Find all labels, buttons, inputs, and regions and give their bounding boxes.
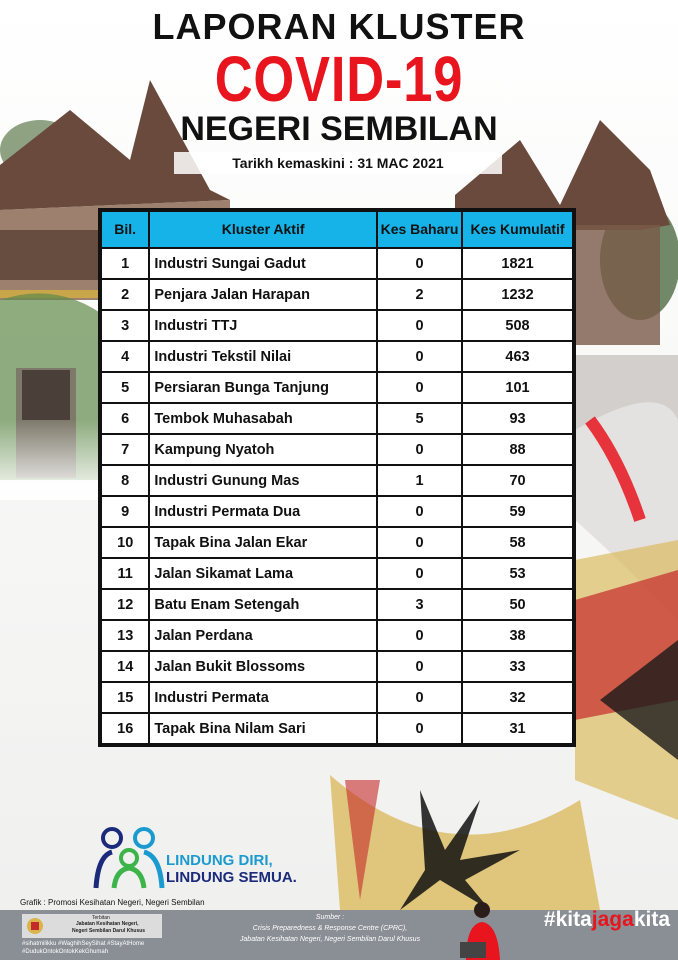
- person-laptop-icon: [458, 898, 504, 960]
- row-cluster-name: Persiaran Bunga Tanjung: [149, 372, 377, 403]
- graphic-credit: Grafik : Promosi Kesihatan Negeri, Negeri Sembilan: [20, 898, 205, 907]
- row-bil: 9: [101, 496, 149, 527]
- row-cumulative-cases: 93: [462, 403, 573, 434]
- row-cumulative-cases: 1232: [462, 279, 573, 310]
- table-row: [101, 372, 573, 403]
- row-new-cases: 0: [377, 310, 462, 341]
- row-cumulative-cases: 33: [462, 651, 573, 682]
- row-new-cases: 0: [377, 341, 462, 372]
- row-bil: 7: [101, 434, 149, 465]
- row-new-cases: 0: [377, 434, 462, 465]
- slogan: [166, 852, 297, 886]
- row-cluster-name: Jalan Perdana: [149, 620, 377, 651]
- sponsor-name-1: Jabatan Kesihatan Negeri,: [76, 921, 139, 927]
- row-bil: 16: [101, 713, 149, 744]
- row-bil: 3: [101, 310, 149, 341]
- row-new-cases: 0: [377, 651, 462, 682]
- row-cumulative-cases: 101: [462, 372, 573, 403]
- table-row: [101, 558, 573, 589]
- updated-date: Tarikh kemaskini : 31 MAC 2021: [174, 152, 502, 174]
- hashtags-line-2: #DudukOntokOntokKekGhumah: [22, 949, 109, 955]
- row-new-cases: 0: [377, 682, 462, 713]
- header-kluster: Kluster Aktif: [149, 211, 377, 248]
- cluster-table: [100, 210, 574, 745]
- row-bil: 4: [101, 341, 149, 372]
- table-row: [101, 620, 573, 651]
- source-label: Sumber :: [315, 914, 345, 921]
- table-row: [101, 682, 573, 713]
- table-row: [101, 403, 573, 434]
- table-row: [101, 713, 573, 744]
- sponsor-label: Terbitan: [92, 915, 110, 921]
- table-row: [101, 496, 573, 527]
- table-row: [101, 279, 573, 310]
- row-bil: 11: [101, 558, 149, 589]
- row-new-cases: 0: [377, 558, 462, 589]
- row-new-cases: 0: [377, 496, 462, 527]
- source-line-2: Jabatan Kesihatan Negeri, Negeri Sembilan Darul Khusus: [239, 936, 421, 943]
- title-covid: COVID-19: [214, 43, 464, 115]
- hashtags-line-1: #sihatmilikku #WaghihSeySihat #StayAtHome: [22, 941, 145, 947]
- header-bil: Bil.: [101, 211, 149, 248]
- row-new-cases: 1: [377, 465, 462, 496]
- table-row: [101, 248, 573, 279]
- row-cumulative-cases: 31: [462, 713, 573, 744]
- sponsor-name-2: Negeri Sembilan Darul Khusus: [72, 928, 146, 934]
- table-row: [101, 589, 573, 620]
- table-row: [101, 434, 573, 465]
- table-header-row: [101, 211, 573, 248]
- row-cumulative-cases: 38: [462, 620, 573, 651]
- row-cumulative-cases: 50: [462, 589, 573, 620]
- row-new-cases: 2: [377, 279, 462, 310]
- row-cumulative-cases: 88: [462, 434, 573, 465]
- row-bil: 6: [101, 403, 149, 434]
- row-cluster-name: Tapak Bina Nilam Sari: [149, 713, 377, 744]
- table-body: [101, 248, 573, 744]
- hashtag-part-2: jaga: [591, 908, 634, 931]
- table-row: [101, 465, 573, 496]
- row-cumulative-cases: 1821: [462, 248, 573, 279]
- row-cumulative-cases: 70: [462, 465, 573, 496]
- row-new-cases: 3: [377, 589, 462, 620]
- row-cumulative-cases: 463: [462, 341, 573, 372]
- row-new-cases: 0: [377, 527, 462, 558]
- row-new-cases: 0: [377, 248, 462, 279]
- hashtag-part-3: kita: [633, 908, 670, 931]
- row-cluster-name: Industri TTJ: [149, 310, 377, 341]
- header-kumulatif: Kes Kumulatif: [462, 211, 573, 248]
- row-cumulative-cases: 53: [462, 558, 573, 589]
- row-bil: 1: [101, 248, 149, 279]
- row-cumulative-cases: 32: [462, 682, 573, 713]
- row-cluster-name: Industri Permata: [149, 682, 377, 713]
- row-cluster-name: Jalan Sikamat Lama: [149, 558, 377, 589]
- row-cluster-name: Batu Enam Setengah: [149, 589, 377, 620]
- row-cluster-name: Penjara Jalan Harapan: [149, 279, 377, 310]
- hashtag-part-1: #kita: [543, 908, 592, 931]
- row-new-cases: 0: [377, 713, 462, 744]
- row-new-cases: 0: [377, 372, 462, 403]
- row-cluster-name: Industri Permata Dua: [149, 496, 377, 527]
- row-bil: 15: [101, 682, 149, 713]
- health-ministry-crest-icon: [26, 917, 44, 935]
- row-bil: 14: [101, 651, 149, 682]
- sponsor-box: [22, 914, 162, 938]
- title-line-1: LAPORAN KLUSTER: [152, 6, 526, 47]
- row-bil: 12: [101, 589, 149, 620]
- row-cluster-name: Kampung Nyatoh: [149, 434, 377, 465]
- row-cumulative-cases: 508: [462, 310, 573, 341]
- row-cluster-name: Tembok Muhasabah: [149, 403, 377, 434]
- source-info: [180, 912, 480, 945]
- row-bil: 13: [101, 620, 149, 651]
- table-row: [101, 341, 573, 372]
- header-baharu: Kes Baharu: [377, 211, 462, 248]
- slogan-line-2: LINDUNG SEMUA.: [166, 869, 297, 886]
- row-cluster-name: Tapak Bina Jalan Ekar: [149, 527, 377, 558]
- row-cumulative-cases: 58: [462, 527, 573, 558]
- table-row: [101, 310, 573, 341]
- row-cluster-name: Industri Gunung Mas: [149, 465, 377, 496]
- row-cumulative-cases: 59: [462, 496, 573, 527]
- row-cluster-name: Industri Tekstil Nilai: [149, 341, 377, 372]
- row-bil: 10: [101, 527, 149, 558]
- slogan-line-1: LINDUNG DIRI,: [166, 852, 273, 869]
- row-new-cases: 5: [377, 403, 462, 434]
- table-row: [101, 651, 573, 682]
- kitajagakita-hashtag: [544, 908, 670, 932]
- table-row: [101, 527, 573, 558]
- row-cluster-name: Jalan Bukit Blossoms: [149, 651, 377, 682]
- footer-hashtags: [22, 940, 192, 956]
- row-bil: 5: [101, 372, 149, 403]
- row-bil: 2: [101, 279, 149, 310]
- title-state: NEGERI SEMBILAN: [180, 110, 498, 148]
- row-new-cases: 0: [377, 620, 462, 651]
- family-logo-icon: [92, 822, 166, 892]
- row-bil: 8: [101, 465, 149, 496]
- row-cluster-name: Industri Sungai Gadut: [149, 248, 377, 279]
- source-line-1: Crisis Preparedness & Response Centre (CPRC),: [252, 925, 408, 932]
